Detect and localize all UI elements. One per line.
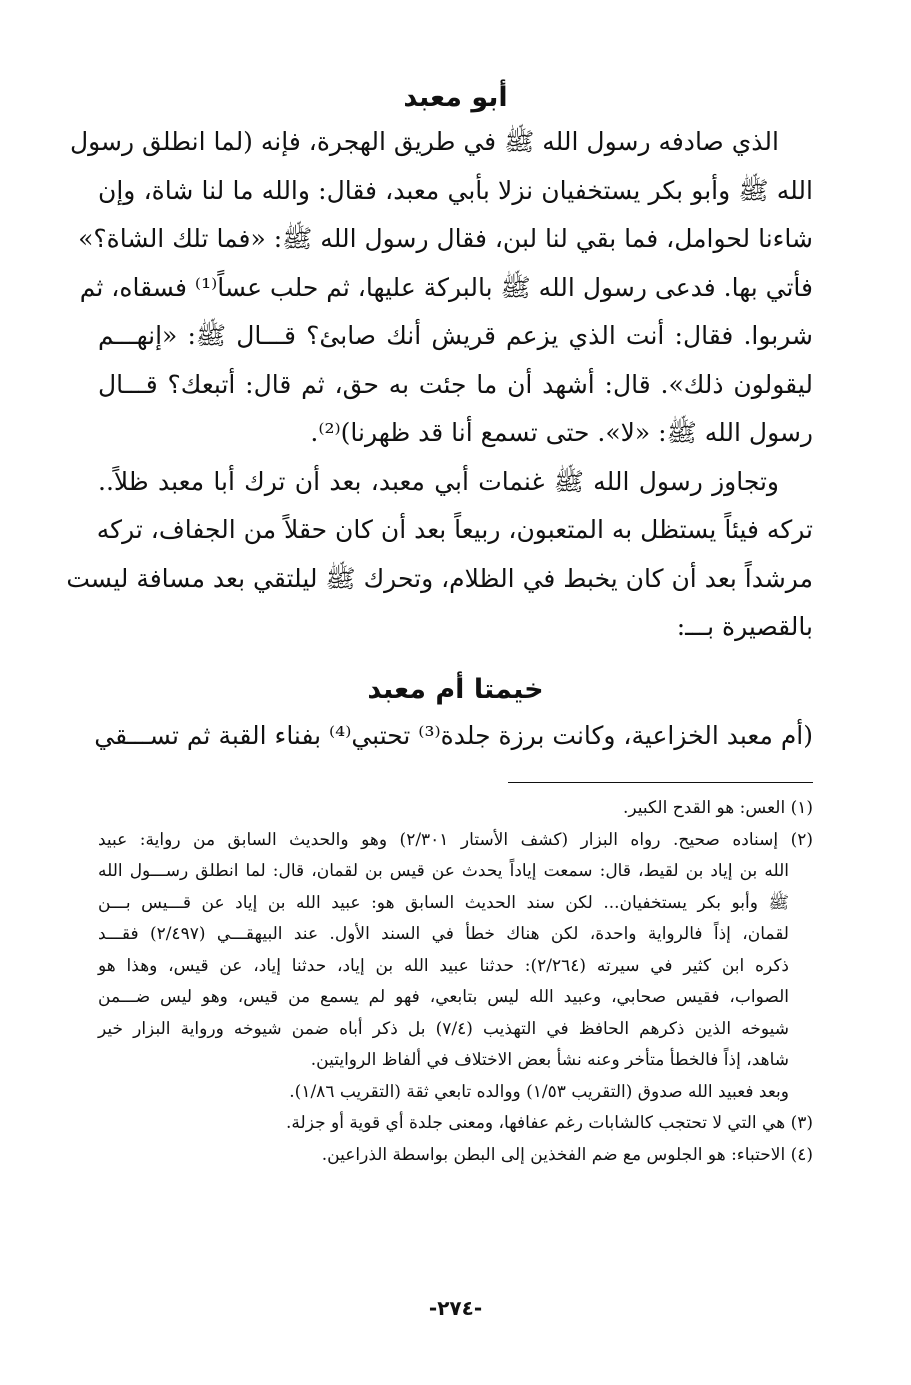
paragraph-umm-mabad xyxy=(94,712,813,761)
text-line: الذي صادفه رسول الله ﷺ في طريق الهجرة، فإنه (لما انطلق رسول xyxy=(69,127,779,156)
page-number: -٢٧٤- xyxy=(428,1296,483,1320)
footnote-line: ﷺ وأبو بكر يستخفيان... لكن سند الحديث السابق هو: عبيد الله بن إياد عن قـــيس بـــن xyxy=(98,892,789,913)
section-heading-umm-mabad-tents: خيمتا أم معبد xyxy=(367,673,544,705)
footnote-2 xyxy=(98,825,813,1109)
footnote-3 xyxy=(98,1108,813,1140)
text-line: الله ﷺ وأبو بكر يستخفيان نزلا بأبي معبد، فقال: والله ما لنا شاة، وإن xyxy=(98,175,813,205)
paragraph-abu-mabad-story xyxy=(69,118,813,458)
text-line: (أم معبد الخزاعية، وكانت برزة جلدة⁽³⁾ تحتبي⁽⁴⁾ بفناء القبة ثم تســـقي xyxy=(94,720,813,750)
book-page xyxy=(66,78,813,1171)
text-line: تركه فيئاً يستظل به المتعبون، ربيعاً بعد أن كان حقلاً من الجفاف، تركه xyxy=(96,515,813,544)
text-line: رسول الله ﷺ: «لا». حتى تسمع أنا قد ظهرنا)⁽²⁾. xyxy=(310,418,813,447)
footnote-line: وبعد فعبيد الله صدوق (التقريب ١/٥٣) ووالده تابعي ثقة (التقريب ١/٨٦). xyxy=(289,1081,789,1102)
footnote-line: (٤) الاحتباء: هو الجلوس مع ضم الفخذين إلى البطن بواسطة الذراعين. xyxy=(321,1144,813,1165)
text-line: فأتي بها. فدعى رسول الله ﷺ بالبركة عليها، ثم حلب عساً⁽¹⁾ فسقاه، ثم xyxy=(79,272,813,302)
footnote-1 xyxy=(98,793,813,825)
text-line: شربوا. فقال: أنت الذي يزعم قريش أنك صابئ؟ قـــال ﷺ: «إنهـــم xyxy=(98,321,813,350)
footnote-line: الصواب، فقيس صحابي، وعبيد الله ليس بتابعي، فهو لم يسمع من قيس، وهو ليس ضـــمن xyxy=(98,987,789,1007)
footnote-line: الله بن إياد بن لقيط، قال: سمعت إياداً يحدث عن قيس بن لقمان، قال: لما انطلق رســـول الله xyxy=(98,861,789,881)
footnote-line: لقمان، إذاً فالرواية واحدة، لكن هناك خطأ في السند الأول. عند البيهقـــي (٢/٤٩٧) فقـــد xyxy=(98,924,789,944)
footnote-separator xyxy=(508,782,813,783)
text-line: مرشداً بعد أن كان يخبط في الظلام، وتحرك ﷺ ليلتقي بعد مسافة ليست xyxy=(66,563,813,593)
text-line: بالقصيرة بـــ: xyxy=(676,612,813,641)
text-line: وتجاوز رسول الله ﷺ غنمات أبي معبد، بعد أن ترك أبا معبد ظلاً.. xyxy=(98,466,779,496)
text-line: ليقولون ذلك». قال: أشهد أن ما جئت به حق، ثم قال: أتبعك؟ قـــال xyxy=(98,369,813,399)
footnote-line: شاهد، إذاً فالخطأ متأخر وعنه نشأ بعض الاختلاف في ألفاظ الروايتين. xyxy=(310,1050,789,1070)
footnote-line: (٣) هي التي لا تحتجب كالشابات رغم عفافها، ومعنى جلدة أي قوية أو جزلة. xyxy=(286,1113,813,1133)
footnote-line: (١) العس: هو القدح الكبير. xyxy=(622,798,813,818)
footnotes xyxy=(98,793,813,1171)
footnote-line: شيوخه الذين ذكرهم الحافظ في التهذيب (٧/٤) بل ذكر أباه ضمن شيوخه ورواية البزار خير xyxy=(98,1018,789,1039)
text-line: شاءنا لحوامل، فما بقي لنا لبن، فقال رسول الله ﷺ: «فما تلك الشاة؟» xyxy=(78,224,813,253)
section-heading-abu-mabad: أبو معبد xyxy=(403,82,508,113)
footnote-line: ذكره ابن كثير في سيرته (٢/٢٦٤): حدثنا عبيد الله بن إياد، حدثنا إياد، عن قيس، وهذا هو xyxy=(98,955,789,976)
footnote-line: (٢) إسناده صحيح. رواه البزار (كشف الأستار ٢/٣٠١) وهو والحديث السابق من رواية: عبيد xyxy=(98,829,813,850)
footnote-4 xyxy=(98,1140,813,1172)
paragraph-departure xyxy=(66,458,813,652)
